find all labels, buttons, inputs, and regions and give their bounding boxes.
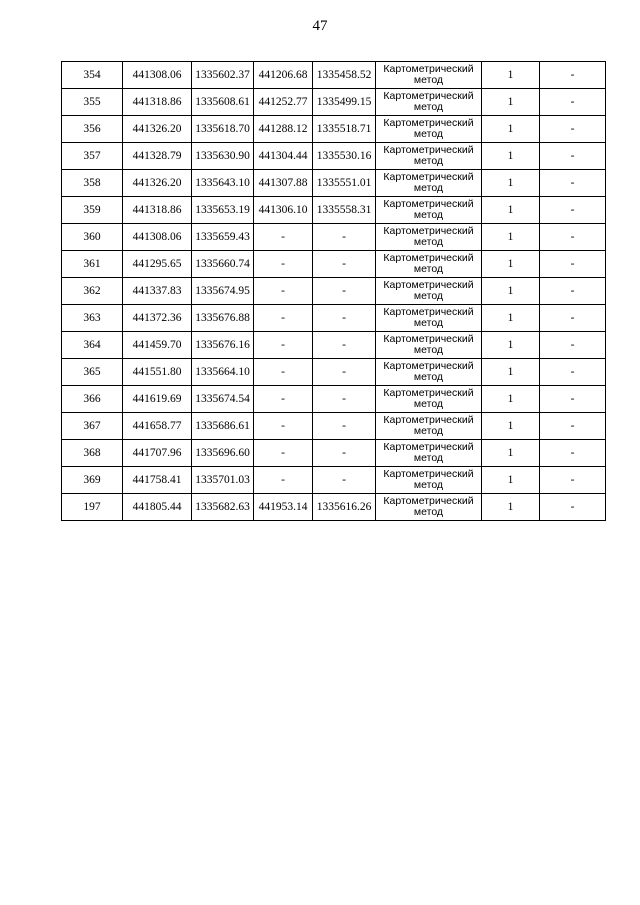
point-number-cell: 197 — [62, 494, 123, 521]
y-previous-cell: 1335499.15 — [313, 89, 376, 116]
y-previous-cell: 1335616.26 — [313, 494, 376, 521]
accuracy-cell: 1 — [482, 332, 540, 359]
x-previous-cell: 441953.14 — [254, 494, 313, 521]
accuracy-cell: 1 — [482, 224, 540, 251]
y-previous-cell: - — [313, 386, 376, 413]
x-current-cell: 441326.20 — [123, 170, 192, 197]
x-previous-cell: - — [254, 413, 313, 440]
note-cell: - — [540, 413, 606, 440]
method-text-line: Картометрический — [383, 252, 474, 264]
x-previous-cell: 441306.10 — [254, 197, 313, 224]
method-text-line: Картометрический — [383, 171, 474, 183]
note-cell: - — [540, 332, 606, 359]
coordinates-table — [61, 61, 606, 521]
table-row — [62, 386, 606, 413]
y-previous-cell: - — [313, 278, 376, 305]
y-previous-cell: 1335530.16 — [313, 143, 376, 170]
note-cell: - — [540, 305, 606, 332]
method-text-line: Картометрический — [383, 144, 474, 156]
method-text-line: метод — [413, 371, 444, 383]
method-text-line: Картометрический — [383, 198, 474, 210]
method-text-line: метод — [413, 425, 444, 437]
y-previous-cell: - — [313, 440, 376, 467]
method-text-line: метод — [413, 128, 444, 140]
method-text-line: метод — [413, 344, 444, 356]
method-cell — [376, 89, 482, 116]
point-number-cell: 360 — [62, 224, 123, 251]
method-cell — [376, 224, 482, 251]
x-current-cell: 441326.20 — [123, 116, 192, 143]
method-cell — [376, 332, 482, 359]
x-previous-cell: - — [254, 251, 313, 278]
table-row — [62, 359, 606, 386]
method-text-line: метод — [413, 236, 444, 248]
y-current-cell: 1335602.37 — [192, 62, 254, 89]
y-previous-cell: - — [313, 359, 376, 386]
x-current-cell: 441318.86 — [123, 89, 192, 116]
note-cell: - — [540, 278, 606, 305]
x-current-cell: 441328.79 — [123, 143, 192, 170]
point-number-cell: 355 — [62, 89, 123, 116]
accuracy-cell: 1 — [482, 467, 540, 494]
x-previous-cell: - — [254, 440, 313, 467]
y-current-cell: 1335618.70 — [192, 116, 254, 143]
point-number-cell: 367 — [62, 413, 123, 440]
method-text-line: метод — [413, 317, 444, 329]
method-text-line: Картометрический — [383, 279, 474, 291]
x-previous-cell: - — [254, 224, 313, 251]
accuracy-cell: 1 — [482, 305, 540, 332]
table-row — [62, 251, 606, 278]
x-previous-cell: 441206.68 — [254, 62, 313, 89]
method-text-line: Картометрический — [383, 414, 474, 426]
x-current-cell: 441459.70 — [123, 332, 192, 359]
method-cell — [376, 386, 482, 413]
y-previous-cell: 1335558.31 — [313, 197, 376, 224]
method-cell — [376, 62, 482, 89]
method-text-line: Картометрический — [383, 90, 474, 102]
y-previous-cell: 1335518.71 — [313, 116, 376, 143]
method-text-line: Картометрический — [383, 225, 474, 237]
point-number-cell: 364 — [62, 332, 123, 359]
table-row — [62, 89, 606, 116]
x-previous-cell: 441304.44 — [254, 143, 313, 170]
method-text-line: метод — [413, 479, 444, 491]
y-current-cell: 1335630.90 — [192, 143, 254, 170]
accuracy-cell: 1 — [482, 62, 540, 89]
accuracy-cell: 1 — [482, 413, 540, 440]
y-previous-cell: 1335551.01 — [313, 170, 376, 197]
point-number-cell: 359 — [62, 197, 123, 224]
table-row — [62, 224, 606, 251]
x-current-cell: 441372.36 — [123, 305, 192, 332]
method-text-line: метод — [413, 74, 444, 86]
method-text-line: Картометрический — [383, 306, 474, 318]
method-text-line: метод — [413, 209, 444, 221]
table-row — [62, 440, 606, 467]
point-number-cell: 358 — [62, 170, 123, 197]
table-row — [62, 332, 606, 359]
y-current-cell: 1335608.61 — [192, 89, 254, 116]
note-cell: - — [540, 197, 606, 224]
table-row — [62, 278, 606, 305]
y-current-cell: 1335653.19 — [192, 197, 254, 224]
page-number: 47 — [312, 18, 328, 34]
x-previous-cell: - — [254, 467, 313, 494]
y-previous-cell: - — [313, 332, 376, 359]
table-row — [62, 170, 606, 197]
note-cell: - — [540, 386, 606, 413]
method-cell — [376, 359, 482, 386]
x-current-cell: 441308.06 — [123, 62, 192, 89]
table-row — [62, 494, 606, 521]
method-text-line: Картометрический — [383, 360, 474, 372]
method-text-line: метод — [413, 263, 444, 275]
note-cell: - — [540, 224, 606, 251]
point-number-cell: 354 — [62, 62, 123, 89]
method-cell — [376, 143, 482, 170]
method-text-line: Картометрический — [383, 117, 474, 129]
method-text-line: Картометрический — [383, 495, 474, 507]
point-number-cell: 365 — [62, 359, 123, 386]
y-previous-cell: 1335458.52 — [313, 62, 376, 89]
point-number-cell: 356 — [62, 116, 123, 143]
x-previous-cell: - — [254, 305, 313, 332]
method-text-line: метод — [413, 506, 444, 518]
note-cell: - — [540, 467, 606, 494]
accuracy-cell: 1 — [482, 359, 540, 386]
note-cell: - — [540, 116, 606, 143]
accuracy-cell: 1 — [482, 440, 540, 467]
table-row — [62, 143, 606, 170]
method-text-line: метод — [413, 398, 444, 410]
point-number-cell: 362 — [62, 278, 123, 305]
accuracy-cell: 1 — [482, 494, 540, 521]
accuracy-cell: 1 — [482, 89, 540, 116]
note-cell: - — [540, 89, 606, 116]
method-text-line: метод — [413, 155, 444, 167]
note-cell: - — [540, 143, 606, 170]
point-number-cell: 366 — [62, 386, 123, 413]
table-row — [62, 62, 606, 89]
method-text-line: Картометрический — [383, 333, 474, 345]
note-cell: - — [540, 440, 606, 467]
accuracy-cell: 1 — [482, 197, 540, 224]
y-current-cell: 1335674.95 — [192, 278, 254, 305]
point-number-cell: 361 — [62, 251, 123, 278]
method-cell — [376, 467, 482, 494]
method-cell — [376, 413, 482, 440]
y-current-cell: 1335674.54 — [192, 386, 254, 413]
accuracy-cell: 1 — [482, 116, 540, 143]
y-current-cell: 1335696.60 — [192, 440, 254, 467]
point-number-cell: 369 — [62, 467, 123, 494]
x-current-cell: 441551.80 — [123, 359, 192, 386]
x-previous-cell: 441252.77 — [254, 89, 313, 116]
method-text-line: Картометрический — [383, 63, 474, 75]
y-current-cell: 1335659.43 — [192, 224, 254, 251]
accuracy-cell: 1 — [482, 278, 540, 305]
method-text-line: Картометрический — [383, 468, 474, 480]
y-current-cell: 1335643.10 — [192, 170, 254, 197]
y-current-cell: 1335676.88 — [192, 305, 254, 332]
y-current-cell: 1335701.03 — [192, 467, 254, 494]
table-row — [62, 467, 606, 494]
point-number-cell: 368 — [62, 440, 123, 467]
note-cell: - — [540, 62, 606, 89]
y-previous-cell: - — [313, 251, 376, 278]
accuracy-cell: 1 — [482, 170, 540, 197]
table-body — [62, 62, 606, 521]
y-current-cell: 1335686.61 — [192, 413, 254, 440]
x-previous-cell: 441288.12 — [254, 116, 313, 143]
method-cell — [376, 251, 482, 278]
x-previous-cell: - — [254, 359, 313, 386]
method-text-line: метод — [413, 101, 444, 113]
note-cell: - — [540, 494, 606, 521]
x-current-cell: 441619.69 — [123, 386, 192, 413]
method-cell — [376, 305, 482, 332]
table-row — [62, 197, 606, 224]
y-current-cell: 1335664.10 — [192, 359, 254, 386]
y-previous-cell: - — [313, 305, 376, 332]
method-text-line: метод — [413, 290, 444, 302]
accuracy-cell: 1 — [482, 251, 540, 278]
table-row — [62, 305, 606, 332]
x-previous-cell: - — [254, 386, 313, 413]
y-previous-cell: - — [313, 224, 376, 251]
method-cell — [376, 197, 482, 224]
x-current-cell: 441758.41 — [123, 467, 192, 494]
point-number-cell: 363 — [62, 305, 123, 332]
x-current-cell: 441337.83 — [123, 278, 192, 305]
note-cell: - — [540, 251, 606, 278]
x-current-cell: 441658.77 — [123, 413, 192, 440]
accuracy-cell: 1 — [482, 386, 540, 413]
method-cell — [376, 116, 482, 143]
x-current-cell: 441295.65 — [123, 251, 192, 278]
x-current-cell: 441318.86 — [123, 197, 192, 224]
x-current-cell: 441805.44 — [123, 494, 192, 521]
method-cell — [376, 170, 482, 197]
method-text-line: метод — [413, 452, 444, 464]
method-cell — [376, 278, 482, 305]
x-current-cell: 441707.96 — [123, 440, 192, 467]
y-previous-cell: - — [313, 413, 376, 440]
point-number-cell: 357 — [62, 143, 123, 170]
y-previous-cell: - — [313, 467, 376, 494]
y-current-cell: 1335660.74 — [192, 251, 254, 278]
note-cell: - — [540, 359, 606, 386]
table-row — [62, 116, 606, 143]
x-previous-cell: - — [254, 278, 313, 305]
method-text-line: метод — [413, 182, 444, 194]
table-row — [62, 413, 606, 440]
method-cell — [376, 494, 482, 521]
x-previous-cell: 441307.88 — [254, 170, 313, 197]
x-current-cell: 441308.06 — [123, 224, 192, 251]
x-previous-cell: - — [254, 332, 313, 359]
y-current-cell: 1335682.63 — [192, 494, 254, 521]
note-cell: - — [540, 170, 606, 197]
method-text-line: Картометрический — [383, 387, 474, 399]
y-current-cell: 1335676.16 — [192, 332, 254, 359]
accuracy-cell: 1 — [482, 143, 540, 170]
method-cell — [376, 440, 482, 467]
method-text-line: Картометрический — [383, 441, 474, 453]
